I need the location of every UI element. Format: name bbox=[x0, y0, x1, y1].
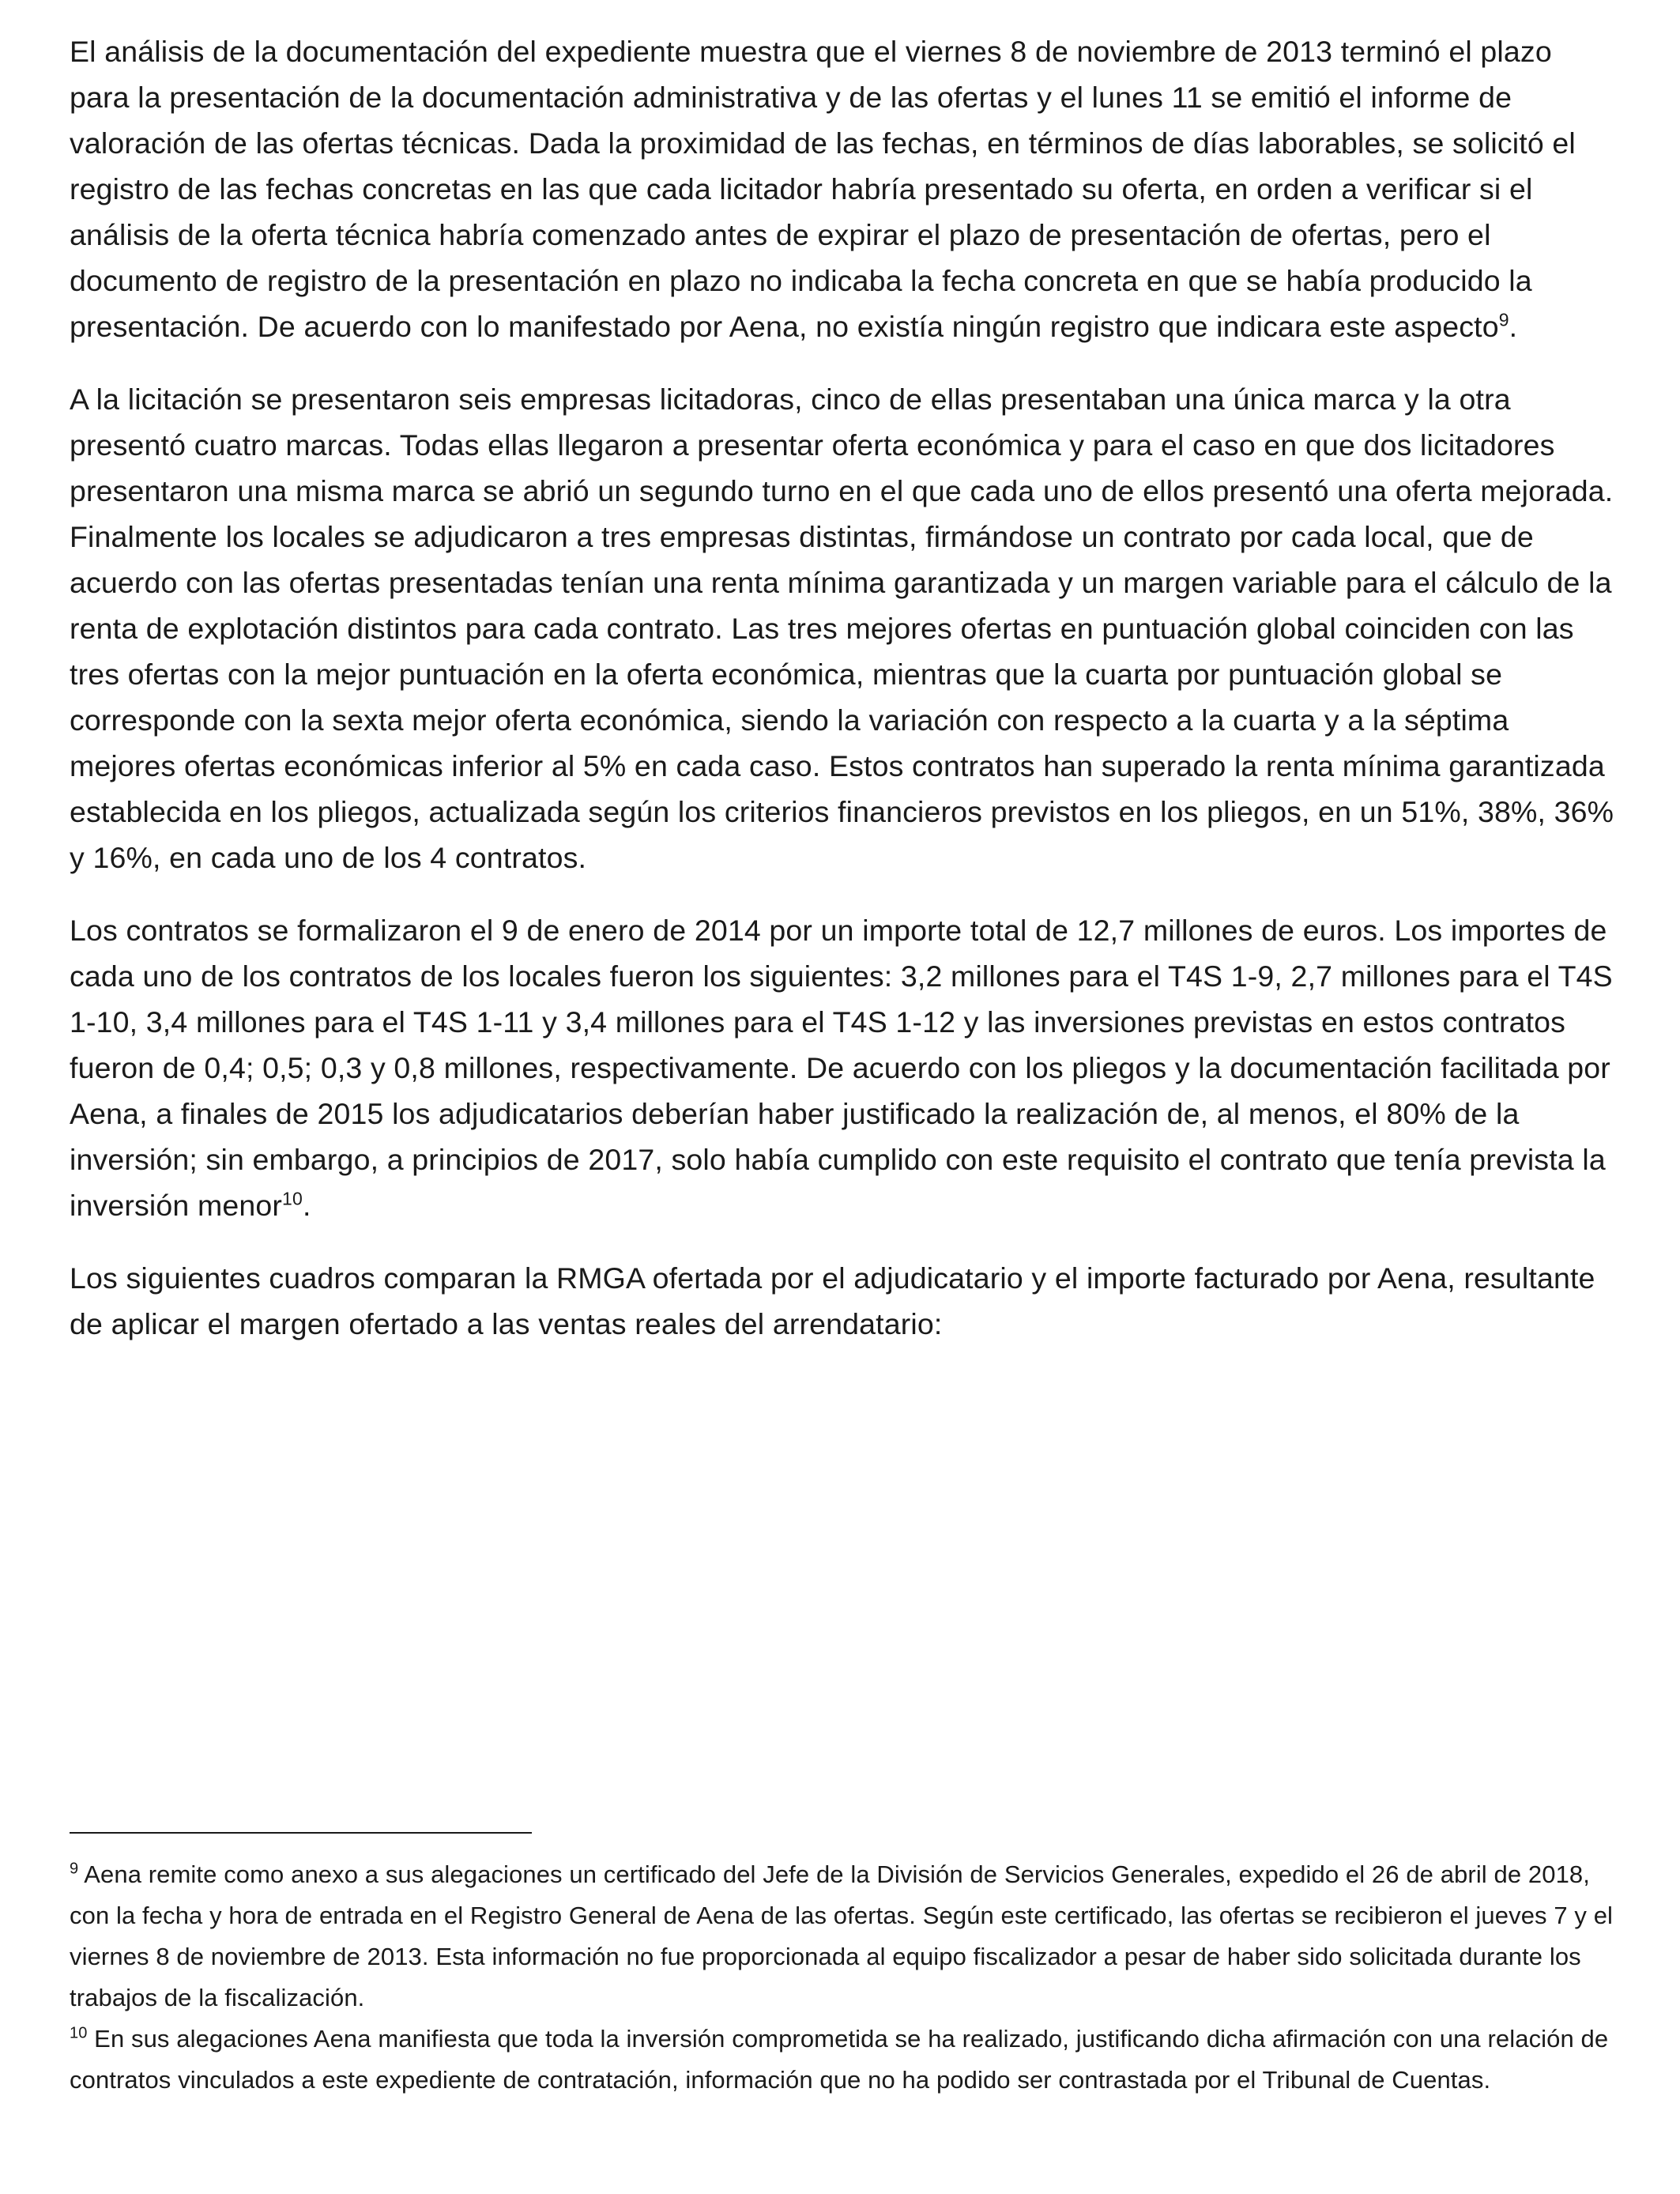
paragraph-cuadros-intro bbox=[70, 1255, 1614, 1347]
paragraph-tail: . bbox=[302, 1189, 311, 1222]
footnote-reference-9[interactable]: 9 bbox=[1498, 309, 1509, 330]
body-text bbox=[70, 28, 1614, 1374]
paragraph-text: Los contratos se formalizaron el 9 de enero de 2014 por un importe total de 12,7 millones de euros. Los importes de cada uno de los contratos de los locales fueron los siguientes: 3,2 millones para el T4S 1-9, 2,7 millones para el T4S 1-10, 3,4 millones para el T4S 1-11 y 3,4 millones para el T4S 1-12 y las inversiones previstas en estos contratos fueron de 0,4; 0,5; 0,3 y 0,8 millones, respectivamente. De acuerdo con los pliegos y la documentación facilitada por Aena, a finales de 2015 los adjudicatarios deberían haber justificado la realización de, al menos, el 80% de la inversión; sin embargo, a principios de 2017, solo había cumplido con este requisito el contrato que tenía prevista la inversión menor bbox=[70, 914, 1613, 1222]
paragraph-expediente-analysis bbox=[70, 28, 1614, 349]
footnotes-section bbox=[70, 1854, 1617, 2101]
paragraph-contratos-formalizados bbox=[70, 907, 1614, 1228]
paragraph-text: Los siguientes cuadros comparan la RMGA ofertada por el adjudicatario y el importe facturado por Aena, resultante de aplicar el margen ofertado a las ventas reales del arrendatario: bbox=[70, 1261, 1595, 1340]
footnote-reference-10[interactable]: 10 bbox=[282, 1188, 303, 1209]
paragraph-text: A la licitación se presentaron seis empresas licitadoras, cinco de ellas presentaban una única marca y la otra presentó cuatro marcas. Todas ellas llegaron a presentar oferta económica y para el caso en que dos licitadores presentaron una misma marca se abrió un segundo turno en el que cada uno de ellos presentó una oferta mejorada. Finalmente los locales se adjudicaron a tres empresas distintas, firmándose un contrato por cada local, que de acuerdo con las ofertas presentadas tenían una renta mínima garantizada y un margen variable para el cálculo de la renta de explotación distintos para cada contrato. Las tres mejores ofertas en puntuación global coinciden con las tres ofertas con la mejor puntuación en la oferta económica, mientras que la cuarta por puntuación global se corresponde con la sexta mejor oferta económica, siendo la variación con respecto a la cuarta y a la séptima mejores ofertas económicas inferior al 5% en cada caso. Estos contratos han superado la renta mínima garantizada establecida en los pliegos, actualizada según los criterios financieros previstos en los pliegos, en un 51%, 38%, 36% y 16%, en cada uno de los 4 contratos. bbox=[70, 383, 1614, 874]
footnote-text: Aena remite como anexo a sus alegaciones un certificado del Jefe de la División de Servicios Generales, expedido el 26 de abril de 2018, con la fecha y hora de entrada en el Registro General de Aena de las ofertas. Según este certificado, las ofertas se recibieron el jueves 7 y el viernes 8 de noviembre de 2013. Esta información no fue proporcionada al equipo fiscalizador a pesar de haber sido solicitada durante los trabajos de la fiscalización. bbox=[70, 1860, 1614, 2011]
paragraph-text: El análisis de la documentación del expediente muestra que el viernes 8 de noviembre de 2013 terminó el plazo para la presentación de la documentación administrativa y de las ofertas y el lunes 11 se emitió el informe de valoración de las ofertas técnicas. Dada la proximidad de las fechas, en términos de días laborables, se solicitó el registro de las fechas concretas en las que cada licitador habría presentado su oferta, en orden a verificar si el análisis de la oferta técnica habría comenzado antes de expirar el plazo de presentación de ofertas, pero el documento de registro de la presentación en plazo no indicaba la fecha concreta en que se había producido la presentación. De acuerdo con lo manifestado por Aena, no existía ningún registro que indicara este aspecto bbox=[70, 35, 1576, 343]
footnote-text: En sus alegaciones Aena manifiesta que toda la inversión comprometida se ha realizado, justificando dicha afirmación con una relación de contratos vinculados a este expediente de contratación, información que no ha podido ser contrastada por el Tribunal de Cuentas. bbox=[70, 2025, 1609, 2094]
footnote-10 bbox=[70, 2019, 1617, 2101]
footnote-9 bbox=[70, 1854, 1617, 2019]
footnote-number: 10 bbox=[70, 2024, 88, 2042]
paragraph-tail: . bbox=[1509, 310, 1518, 343]
paragraph-licitacion bbox=[70, 376, 1614, 880]
footnote-separator bbox=[70, 1832, 532, 1834]
footnote-number: 9 bbox=[70, 1860, 79, 1878]
